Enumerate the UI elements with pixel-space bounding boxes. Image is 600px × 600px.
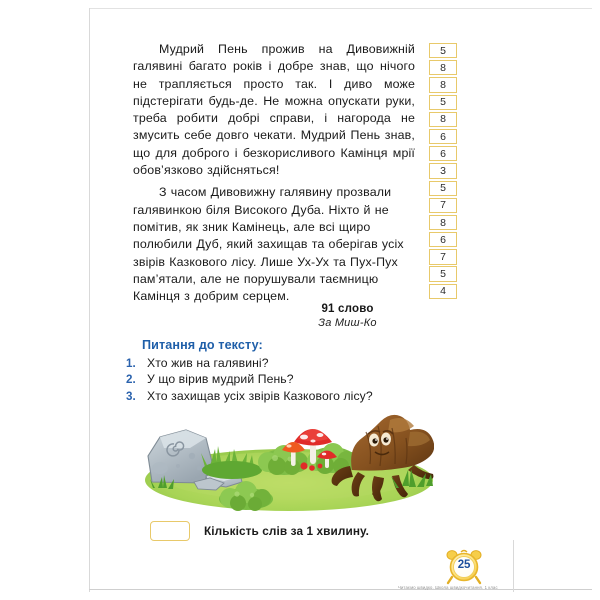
- line-word-count-box: 5: [429, 43, 457, 58]
- bush-left: [202, 461, 262, 479]
- page-number-badge: [443, 546, 485, 586]
- question-number: 2.: [126, 373, 136, 387]
- story-paragraph-1: Мудрий Пень прожив на Дивовижній галявині багато років і добре знав, що нічого не трапляється просто так. І диво може підстерігати будь-де. Не можна опускати руки, треба робити добрі справи, і нагорода не змусить себе довго чекати. Мудрий Пень знав, що для доброго і безкорисливого Камінця мрії обов’язково здійсняться!: [133, 42, 415, 178]
- forest-clearing-illustration: [144, 404, 434, 512]
- author-credit: За Миш-Ко: [318, 317, 377, 329]
- question-number: 3.: [126, 389, 136, 403]
- question-text: У що вірив мудрий Пень?: [147, 372, 294, 387]
- page-frame-left: [89, 8, 90, 592]
- question-text: Хто захищав усіх звірів Казкового лісу?: [147, 388, 373, 403]
- line-word-count-box: 3: [429, 163, 457, 178]
- line-word-count-box: 8: [429, 215, 457, 230]
- line-word-count-box: 7: [429, 249, 457, 264]
- question-item: [126, 372, 426, 386]
- questions-list: [126, 356, 426, 405]
- line-word-count-box: 7: [429, 198, 457, 213]
- page-frame-right: [513, 540, 514, 592]
- line-word-count-box: 6: [429, 146, 457, 161]
- story-paragraph-2: З часом Дивовижну галявину прозвали галявинкою біля Високого Дуба. Ніхто й не помітив, як зник Камінець, але всі щиро полюбили Дуб, який захищав та оберігав усіх звірів Казкового лісу. Лише Ух-Ух та Пух-Пух пам’ятали, але не порушували таємницю Камінця з добрим серцем.: [133, 185, 404, 304]
- line-word-count-box: 8: [429, 60, 457, 75]
- words-per-minute-label: Кількість слів за 1 хвилину.: [204, 524, 370, 538]
- questions-heading: Питання до тексту:: [142, 338, 263, 352]
- line-word-count-column: [429, 43, 457, 301]
- page-number: 25: [457, 559, 471, 571]
- footer-caption: Читаємо швидко. Школа швидкочитання. 1 клас: [398, 585, 498, 590]
- story-text: [133, 41, 415, 305]
- line-word-count-box: 5: [429, 181, 457, 196]
- question-number: 1.: [126, 357, 136, 370]
- question-item: [126, 389, 426, 403]
- line-word-count-box: 5: [429, 266, 457, 281]
- line-word-count-box: 8: [429, 112, 457, 127]
- line-word-count-box: 4: [429, 284, 457, 299]
- answer-row: [150, 521, 369, 541]
- line-word-count-box: 6: [429, 232, 457, 247]
- page-frame-top: [89, 8, 592, 9]
- line-word-count-box: 5: [429, 95, 457, 110]
- line-word-count-box: 8: [429, 77, 457, 92]
- word-count-total: 91 слово: [321, 303, 374, 315]
- question-text: Хто жив на галявині?: [147, 356, 269, 370]
- attribution: [280, 303, 415, 329]
- question-item: [126, 356, 426, 370]
- page-frame-bottom: [89, 589, 592, 590]
- words-per-minute-input[interactable]: [150, 521, 190, 541]
- line-word-count-box: 6: [429, 129, 457, 144]
